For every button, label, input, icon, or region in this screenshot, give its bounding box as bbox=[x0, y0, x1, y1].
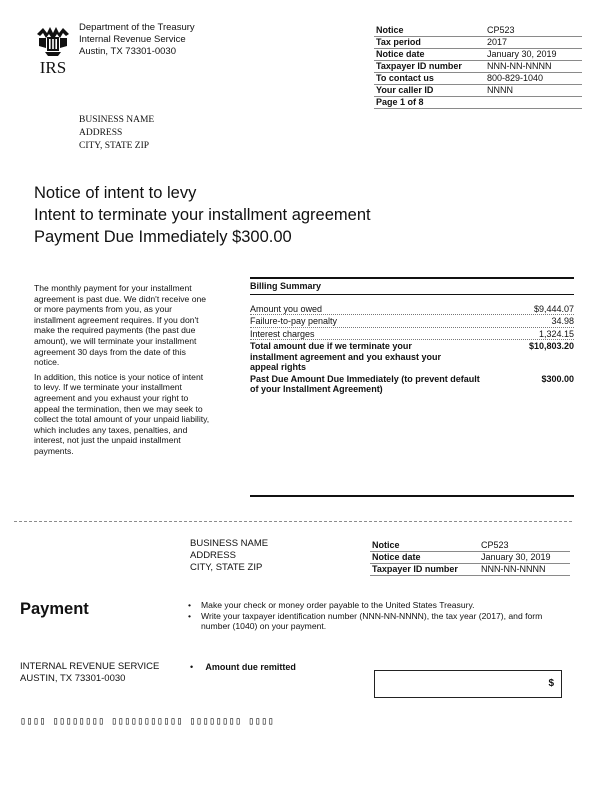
agency-line: Austin, TX 73301-0030 bbox=[79, 46, 177, 57]
billing-summary bbox=[250, 277, 574, 395]
agency-address bbox=[79, 22, 195, 58]
notice-info-row bbox=[374, 49, 582, 61]
amount-due-label: Amount due remitted bbox=[205, 662, 296, 672]
voucher-info-table bbox=[370, 540, 570, 576]
irs-logo bbox=[33, 24, 73, 76]
notice-info-label: Notice date bbox=[374, 49, 485, 61]
billing-row-label: Failure-to-pay penalty bbox=[250, 316, 338, 326]
irs-address-line: AUSTIN, TX 73301-0030 bbox=[20, 673, 126, 684]
billing-row-label: Amount you owed bbox=[250, 303, 323, 314]
payment-title: Payment bbox=[20, 600, 89, 618]
notice-info-value: January 30, 2019 bbox=[485, 49, 582, 61]
amount-due-label-row bbox=[190, 662, 296, 672]
agency-line: Department of the Treasury bbox=[79, 22, 195, 33]
notice-info-label: To contact us bbox=[374, 73, 485, 85]
bullet-icon: • bbox=[188, 610, 192, 621]
voucher-recipient-line: ADDRESS bbox=[190, 550, 236, 561]
billing-bottom-rule bbox=[250, 495, 574, 497]
page-indicator: Page 1 of 8 bbox=[374, 97, 485, 109]
notice-info-label: Tax period bbox=[374, 37, 485, 49]
currency-symbol: $ bbox=[548, 678, 554, 689]
notice-info-row bbox=[374, 73, 582, 85]
notice-title: Notice of intent to levy bbox=[34, 184, 197, 202]
notice-info-value bbox=[485, 97, 582, 109]
billing-total-row bbox=[250, 340, 574, 373]
voucher-info-value: January 30, 2019 bbox=[479, 552, 570, 564]
voucher-recipient-address bbox=[190, 538, 268, 574]
voucher-info-value: NNN-NN-NNNN bbox=[479, 564, 570, 576]
notice-info-value: 800-829-1040 bbox=[485, 73, 582, 85]
irs-eagle-icon bbox=[33, 24, 73, 76]
recipient-address bbox=[79, 114, 154, 153]
instruction-item bbox=[188, 600, 568, 611]
body-paragraph: The monthly payment for your installment agreement is past due. We didn't receive one or more payments from you, as your installment agreement requires. If you don't make the required payments (the past due amount), we will terminate your installment agreement 30 days from the date of this notice. bbox=[34, 283, 207, 368]
billing-row bbox=[250, 303, 574, 316]
billing-title: Billing Summary bbox=[250, 279, 574, 295]
notice-info-value: NNN-NN-NNNN bbox=[485, 61, 582, 73]
voucher-recipient-line: BUSINESS NAME bbox=[190, 538, 269, 549]
notice-info-value: CP523 bbox=[485, 25, 582, 37]
billing-row-amount: $9,444.07 bbox=[533, 303, 574, 314]
instruction-text: Make your check or money order payable to the United States Treasury. bbox=[201, 600, 475, 610]
ocr-scanline: ▯▯▯▯ ▯▯▯▯▯▯▯▯ ▯▯▯▯▯▯▯▯▯▯▯ ▯▯▯▯▯▯▯▯ ▯▯▯▯ bbox=[20, 716, 275, 727]
irs-logo-text: IRS bbox=[39, 58, 67, 76]
voucher-recipient-line: CITY, STATE ZIP bbox=[190, 562, 263, 573]
body-paragraph: In addition, this notice is your notice of intent to levy. If we terminate your installment agreement and you exhaust your right to appeal the termination, then we may seek to collect the total amount of your unpaid liability, which includes any taxes, penalties, and interest, not just the unpaid installment payments. bbox=[34, 371, 210, 456]
billing-row-amount: 1,324.15 bbox=[538, 328, 574, 339]
agency-line: Internal Revenue Service bbox=[79, 34, 186, 45]
notice-info-table bbox=[374, 25, 582, 109]
voucher-info-label: Notice date bbox=[370, 552, 479, 564]
detach-line bbox=[14, 521, 572, 522]
notice-info-label: Notice bbox=[374, 25, 485, 37]
billing-past-due-label: Past Due Amount Due Immediately (to prevent default of your Installment Agreement) bbox=[250, 373, 480, 394]
notice-info-value: 2017 bbox=[485, 37, 582, 49]
voucher-info-row bbox=[370, 540, 570, 552]
voucher-info-row bbox=[370, 552, 570, 564]
instruction-item bbox=[188, 611, 568, 632]
notice-info-row bbox=[374, 37, 582, 49]
billing-past-due-amount: $300.00 bbox=[541, 373, 574, 384]
voucher-info-value: CP523 bbox=[479, 540, 570, 552]
billing-row bbox=[250, 328, 574, 341]
billing-row-amount: 34.98 bbox=[551, 316, 574, 326]
payment-due-heading: Payment Due Immediately $300.00 bbox=[34, 228, 292, 246]
notice-body bbox=[34, 283, 212, 461]
billing-past-due-row bbox=[250, 373, 574, 395]
irs-mailing-address bbox=[20, 661, 159, 685]
payment-instructions bbox=[188, 600, 568, 632]
notice-headings bbox=[34, 182, 371, 248]
amount-remitted-field[interactable] bbox=[374, 670, 562, 698]
recipient-line: BUSINESS NAME bbox=[79, 115, 155, 125]
notice-info-row bbox=[374, 25, 582, 37]
voucher-info-label: Notice bbox=[370, 540, 479, 552]
irs-address-line: INTERNAL REVENUE SERVICE bbox=[20, 661, 160, 672]
billing-total-amount: $10,803.20 bbox=[528, 341, 574, 351]
notice-info-row bbox=[374, 85, 582, 97]
billing-row-label: Interest charges bbox=[250, 328, 315, 339]
instruction-text: Write your taxpayer identification number (NNN-NN-NNNN), the tax year (2017), and form number (1040) on your payment. bbox=[201, 610, 543, 632]
voucher-info-row bbox=[370, 564, 570, 576]
billing-row bbox=[250, 315, 574, 328]
recipient-line: CITY, STATE ZIP bbox=[79, 141, 150, 151]
notice-info-value: NNNN bbox=[485, 85, 582, 97]
notice-info-label: Taxpayer ID number bbox=[374, 61, 485, 73]
recipient-line: ADDRESS bbox=[79, 128, 123, 138]
voucher-info-label: Taxpayer ID number bbox=[370, 564, 479, 576]
notice-info-row bbox=[374, 61, 582, 73]
billing-total-label: Total amount due if we terminate your installment agreement and you exhaust your appeal rights bbox=[250, 341, 442, 372]
bullet-icon: • bbox=[190, 662, 194, 672]
notice-info-label: Your caller ID bbox=[374, 85, 485, 97]
bullet-icon: • bbox=[188, 600, 192, 610]
notice-subtitle: Intent to terminate your installment agreement bbox=[34, 206, 371, 224]
notice-info-row bbox=[374, 97, 582, 109]
